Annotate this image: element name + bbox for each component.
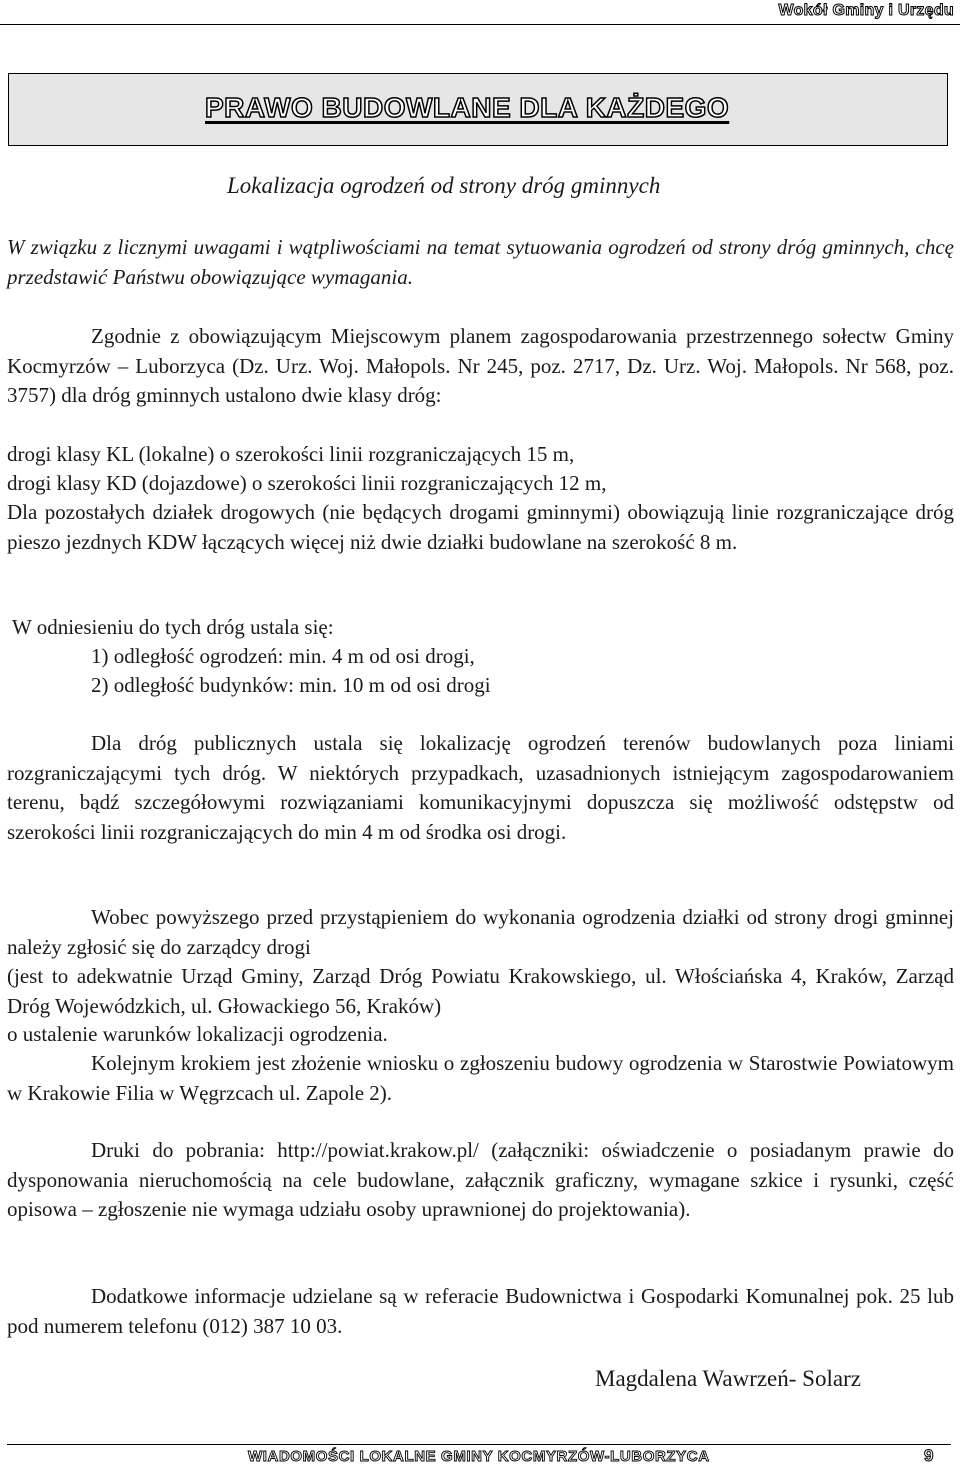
intro-paragraph: W związku z licznymi uwagami i wątpliwościami na temat sytuowania ogrodzeń od strony dróg gminnych, chcę przedstawić Państwu obowiązujące wymagania. xyxy=(7,235,954,289)
procedure-paragraph: Wobec powyższego przed przystąpieniem do wykonania ogrodzenia działki od strony drogi gminnej należy zgłosić się do zarządcy drogi xyxy=(7,905,954,959)
section-header-title: Wokół Gminy i Urzędu xyxy=(778,2,954,19)
rule-fence-distance: 1) odległość ogrodzeń: min. 4 m od osi drogi, xyxy=(91,644,475,668)
road-class-kl: drogi klasy KL (lokalne) o szerokości linii rozgraniczających 15 m, xyxy=(7,442,575,466)
road-class-kd: drogi klasy KD (dojazdowe) o szerokości linii rozgraniczających 12 m, xyxy=(7,471,607,495)
article-subtitle: Lokalizacja ogrodzeń od strony dróg gminnych xyxy=(227,173,661,198)
footer-rule xyxy=(7,1444,951,1445)
header-rule xyxy=(0,24,960,25)
author-signature: Magdalena Wawrzeń- Solarz xyxy=(595,1366,861,1391)
contact-paragraph: Dodatkowe informacje udzielane są w referacie Budownictwa i Gospodarki Komunalnej pok. 25 lub pod numerem telefonu (012) 387 10 03. xyxy=(7,1284,954,1338)
banner-title: PRAWO BUDOWLANE DLA KAŻDEGO xyxy=(205,92,730,123)
article-banner xyxy=(8,73,948,146)
procedure-purpose: o ustalenie warunków lokalizacji ogrodzenia. xyxy=(7,1022,388,1046)
rules-intro: W odniesieniu do tych dróg ustala się: xyxy=(12,615,334,639)
page-number: 9 xyxy=(924,1446,934,1465)
road-authorities-list: (jest to adekwatnie Urząd Gminy, Zarząd Dróg Powiatu Krakowskiego, ul. Włościańska 4, Kraków, Zarząd Dróg Wojewódzkich, ul. Głowackiego 56, Kraków) xyxy=(7,964,954,1018)
rule-building-distance: 2) odległość budynków: min. 10 m od osi drogi xyxy=(91,673,491,697)
footer-publication-title: WIADOMOŚCI LOKALNE GMINY KOCMYRZÓW-LUBORZYCA xyxy=(248,1448,710,1465)
other-roads-paragraph: Dla pozostałych działek drogowych (nie będących drogami gminnymi) obowiązują linie rozgraniczające dróg pieszo jezdnych KDW łączących więcej niż dwie działki budowlane na szerokość 8 m. xyxy=(7,500,954,554)
downloads-paragraph: Druki do pobrania: http://powiat.krakow.pl/ (załączniki: oświadczenie o posiadanym prawie do dysponowania nieruchomością na cele budowlane, załącznik graficzny, wymagane szkice i rysunki, część opisowa – zgłoszenie nie wymaga udziału osoby uprawnionej do projektowania). xyxy=(7,1138,954,1221)
public-roads-paragraph: Dla dróg publicznych ustala się lokalizację ogrodzeń terenów budowlanych poza liniami rozgraniczającymi tych dróg. W niektórych przypadkach, uzasadnionych istniejącym zagospodarowaniem terenu, bądź szczegółowymi rozwiązaniami komunikacyjnymi dopuszcza się możliwość odstępstw od szerokości linii rozgraniczających do min 4 m od środka osi drogi. xyxy=(7,731,954,844)
next-step-paragraph: Kolejnym krokiem jest złożenie wniosku o zgłoszeniu budowy ogrodzenia w Starostwie Powiatowym w Krakowie Filia w Węgrzcach ul. Zapole 2). xyxy=(7,1051,954,1105)
plan-paragraph: Zgodnie z obowiązującym Miejscowym planem zagospodarowania przestrzennego sołectw Gminy Kocmyrzów – Luborzyca (Dz. Urz. Woj. Małopols. Nr 245, poz. 2717, Dz. Urz. Woj. Małopols. Nr 568, poz. 3757) dla dróg gminnych ustalono dwie klasy dróg: xyxy=(7,324,954,407)
